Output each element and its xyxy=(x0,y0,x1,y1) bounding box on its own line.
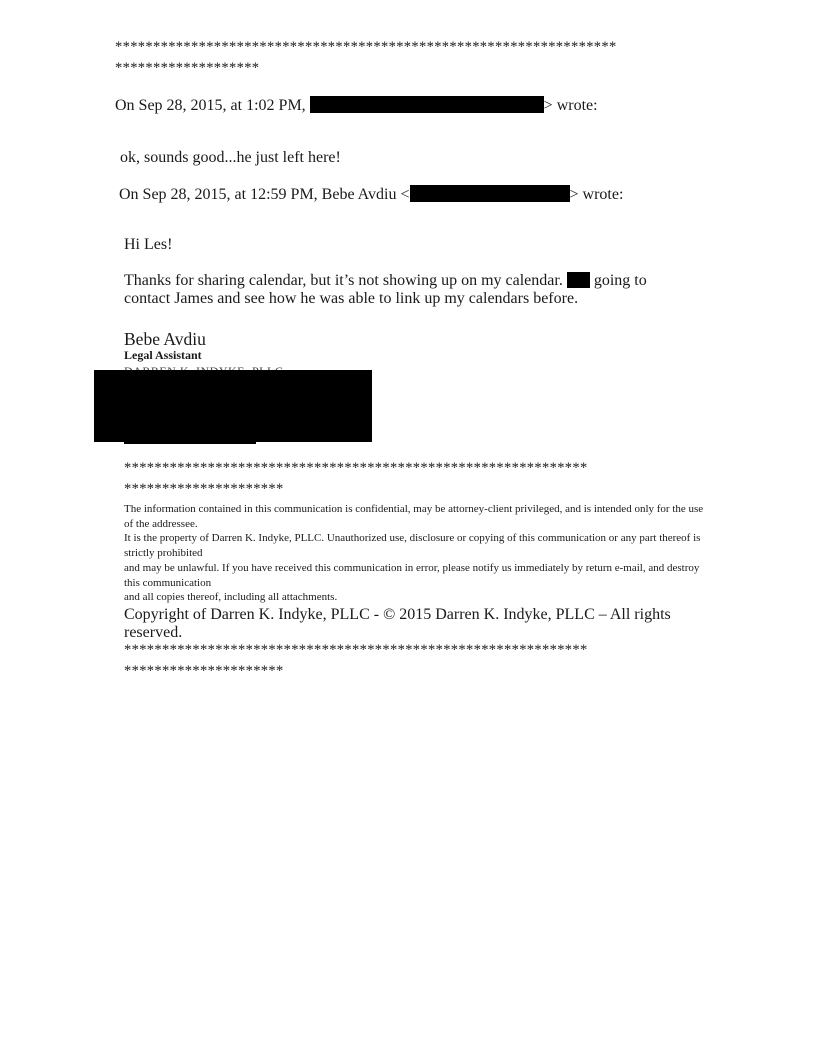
disclaimer-line: The information contained in this communication is confidential, may be attorney-client privileged, and is intended only for the use of the addressee. xyxy=(124,503,704,530)
email-greeting: Hi Les! xyxy=(124,236,173,253)
separator-stars: ****************************************************************** xyxy=(115,39,617,55)
separator-stars: ************************************************************* xyxy=(124,460,588,476)
separator-stars: ********************* xyxy=(124,663,284,679)
email-header-text: On Sep 28, 2015, at 12:59 PM, Bebe Avdiu < xyxy=(119,186,410,203)
disclaimer-line: It is the property of Darren K. Indyke, PLLC. Unauthorized use, disclosure or copying of this communication or any part thereof is strictly prohibited xyxy=(124,532,701,560)
copyright-notice: Copyright of Darren K. Indyke, PLLC - © 2015 Darren K. Indyke, PLLC – All rights reserved. xyxy=(124,606,671,641)
redaction-block xyxy=(310,96,544,113)
disclaimer-line: and all copies thereof, including all attachments. xyxy=(124,591,338,604)
redaction-block xyxy=(410,185,570,202)
email-body-line xyxy=(124,272,647,290)
disclaimer-line: and may be unlawful. If you have received this communication in error, please notify us immediately by return e-mail, and destroy this communication xyxy=(124,561,700,589)
redaction-block xyxy=(567,272,590,288)
email-header xyxy=(119,185,623,204)
redaction-block xyxy=(124,438,256,444)
email-header-suffix: > wrote: xyxy=(543,97,598,114)
email-body-line: contact James and see how he was able to link up my calendars before. xyxy=(124,290,579,307)
disclaimer-text xyxy=(124,502,704,605)
signature-title: Legal Assistant xyxy=(124,348,202,362)
redaction-block xyxy=(94,370,372,442)
signature-name: Bebe Avdiu xyxy=(124,329,206,349)
email-body-text: going to xyxy=(593,272,647,289)
separator-stars: ********************* xyxy=(124,481,284,497)
email-header-suffix: > wrote: xyxy=(569,186,624,203)
email-body: ok, sounds good...he just left here! xyxy=(120,149,341,166)
separator-stars: ************************************************************* xyxy=(124,642,588,658)
separator-stars: ******************* xyxy=(115,60,260,76)
email-header-text: On Sep 28, 2015, at 1:02 PM, xyxy=(115,97,310,114)
email-body-text: Thanks for sharing calendar, but it’s not showing up on my calendar. xyxy=(124,272,563,289)
email-header xyxy=(115,96,598,115)
